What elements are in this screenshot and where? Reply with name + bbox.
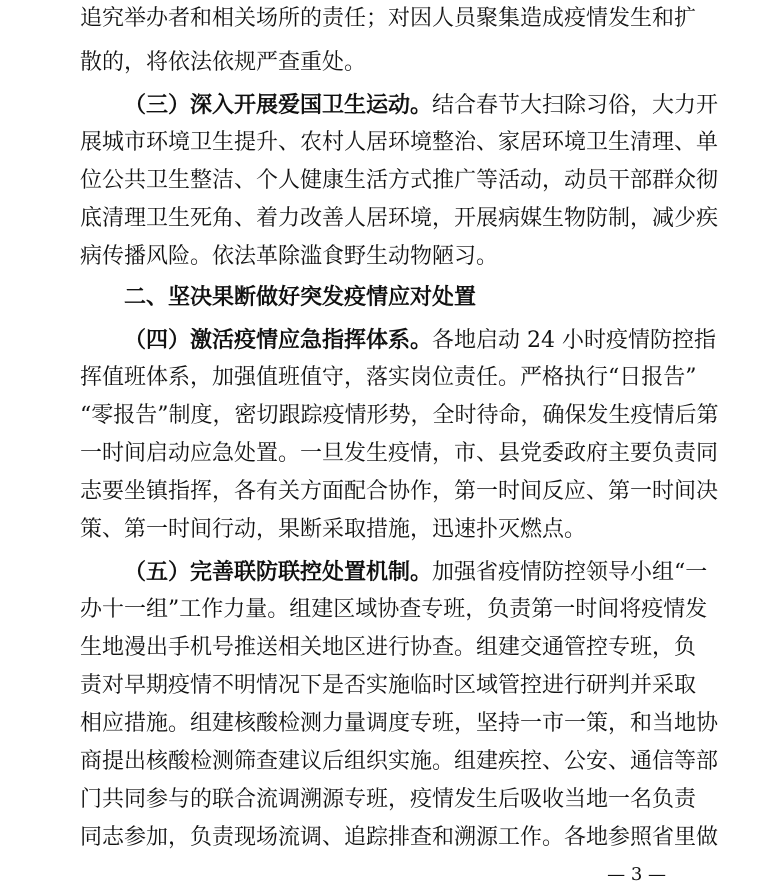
text-line: 商提出核酸检测筛查建议后组织实施。组建疾控、公安、通信等部 <box>80 749 719 774</box>
text-line: 散的，将依法依规严查重处。 <box>80 50 367 75</box>
subsection-heading: （三）深入开展爱国卫生运动。 <box>124 92 433 118</box>
text-line: 责对早期疫情不明情况下是否实施临时区域管控进行研判并采取 <box>80 673 697 698</box>
text-line: 门共同参与的联合流调溯源专班，疫情发生后吸收当地一名负责 <box>80 787 697 812</box>
text-line: “零报告”制度，密切跟踪疫情形势，全时待命，确保发生疫情后第 <box>80 403 719 428</box>
text-run: 加强省疫情防控领导小组“一 <box>432 560 708 585</box>
text-line: 病传播风险。依法革除滥食野生动物陋习。 <box>80 244 499 269</box>
text-line: 追究举办者和相关场所的责任；对因人员聚集造成疫情发生和扩 <box>80 6 697 31</box>
text-line: 志要坐镇指挥，各有关方面配合协作，第一时间反应、第一时间决 <box>80 479 719 504</box>
page-number: — 3 — <box>607 864 666 885</box>
text-line: 一时间启动应急处置。一旦发生疫情，市、县党委政府主要负责同 <box>80 441 719 466</box>
text-line: 生地漫出手机号推送相关地区进行协查。组建交通管控专班，负 <box>80 635 697 660</box>
text-line: 挥值班体系，加强值班值守，落实岗位责任。严格执行“日报告” <box>80 365 697 390</box>
text-line: 位公共卫生整洁、个人健康生活方式推广等活动，动员干部群众彻 <box>80 168 719 193</box>
text-run: 各地启动 24 小时疫情防控指 <box>432 328 716 353</box>
paragraph-first-line <box>80 325 716 355</box>
subsection-heading: （五）完善联防联控处置机制。 <box>124 559 433 585</box>
paragraph-first-line <box>80 557 708 587</box>
section-heading: 二、坚决果断做好突发疫情应对处置 <box>124 285 477 310</box>
text-line: 相应措施。组建核酸检测力量调度专班，坚持一市一策，和当地协 <box>80 711 719 736</box>
text-run: 结合春节大扫除习俗，大力开 <box>432 93 719 118</box>
subsection-heading: （四）激活疫情应急指挥体系。 <box>124 327 433 353</box>
paragraph-first-line <box>80 90 719 120</box>
text-line: 策、第一时间行动，果断采取措施，迅速扑灭燃点。 <box>80 517 587 542</box>
text-line: 展城市环境卫生提升、农村人居环境整治、家居环境卫生清理、单 <box>80 130 719 155</box>
text-line: 底清理卫生死角、着力改善人居环境，开展病媒生物防制，减少疾 <box>80 206 719 231</box>
text-line: 办十一组”工作力量。组建区域协查专班，负责第一时间将疫情发 <box>80 597 708 622</box>
text-line: 同志参加，负责现场流调、追踪排查和溯源工作。各地参照省里做 <box>80 825 719 850</box>
